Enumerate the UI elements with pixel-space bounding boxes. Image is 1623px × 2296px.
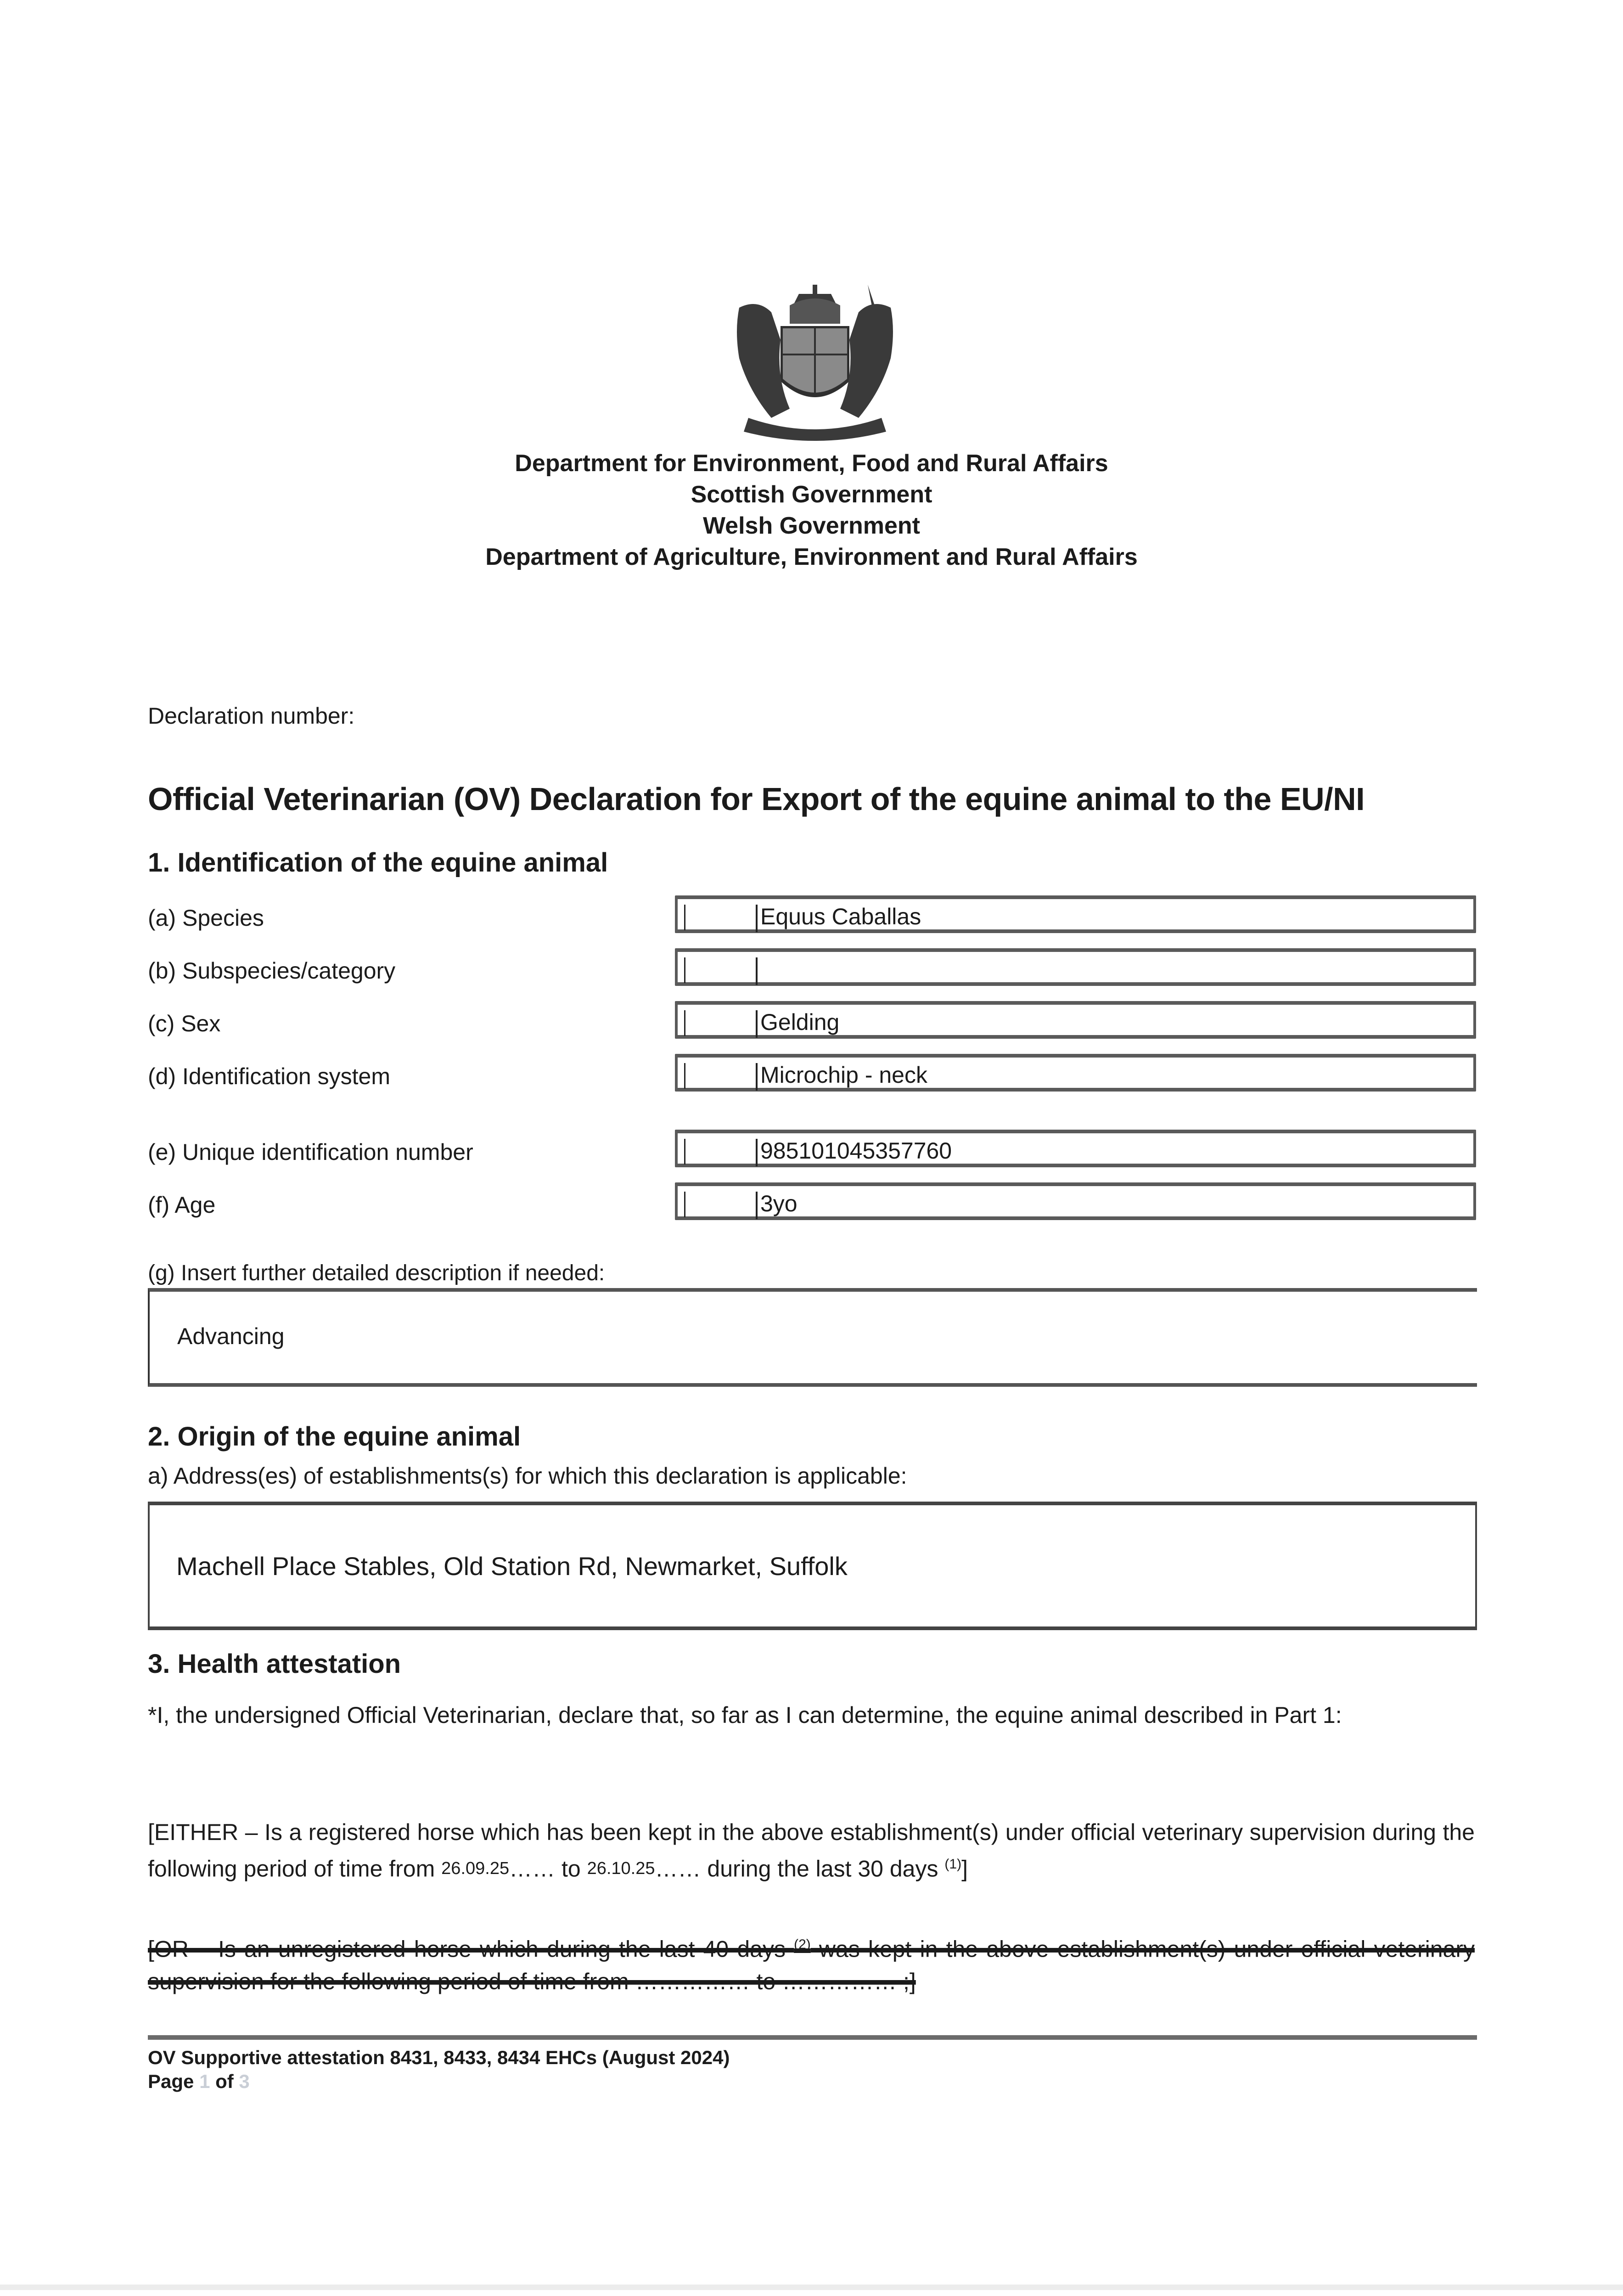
species-value: Equus Caballas <box>760 904 921 929</box>
page-current: 1 <box>199 2071 210 2092</box>
section-3-heading: 3. Health attestation <box>148 1649 401 1679</box>
species-label: (a) Species <box>148 905 264 931</box>
description-value: Advancing <box>177 1323 285 1349</box>
identification-system-value: Microchip - neck <box>760 1062 927 1088</box>
unique-id-field[interactable] <box>675 1130 1476 1167</box>
address-field[interactable] <box>148 1502 1477 1630</box>
section-2-heading: 2. Origin of the equine animal <box>148 1422 521 1452</box>
either-text: [EITHER – Is a registered horse which has been kept in the above establishment(s) under official veterinary supervision during the following period of time from <box>148 1819 1475 1882</box>
field-marker <box>756 905 758 932</box>
unique-id-value: 985101045357760 <box>760 1138 952 1164</box>
identification-system-field[interactable] <box>675 1054 1476 1092</box>
page-of: of <box>215 2071 234 2092</box>
section-1-heading: 1. Identification of the equine animal <box>148 848 608 878</box>
royal-coat-of-arms-icon <box>721 280 909 445</box>
age-field[interactable] <box>675 1182 1476 1220</box>
or-text: [OR – Is an unregistered horse which during the last 40 days <box>148 1936 794 1962</box>
sex-value: Gelding <box>760 1009 840 1035</box>
or-clause-struck <box>148 1929 1475 1998</box>
description-label: (g) Insert further detailed description if needed: <box>148 1261 605 1285</box>
field-marker <box>756 1063 758 1091</box>
org-defra: Department for Environment, Food and Rural Affairs <box>515 450 1108 477</box>
footer-reference: OV Supportive attestation 8431, 8433, 8434 EHCs (August 2024) <box>148 2047 730 2068</box>
field-marker <box>756 1139 758 1166</box>
unique-id-label: (e) Unique identification number <box>148 1139 473 1165</box>
either-text: during the last 30 days <box>701 1856 945 1882</box>
address-value: Machell Place Stables, Old Station Rd, Newmarket, Suffolk <box>176 1552 848 1581</box>
address-label: a) Address(es) of establishments(s) for which this declaration is applicable: <box>148 1463 907 1489</box>
or-text: was kept in the above establishment(s) under official veterinary supervision for the following period of time from …………… to …………… ;] <box>148 1936 1475 1994</box>
page-label: Page <box>148 2071 194 2092</box>
page-title: Official Veterinarian (OV) Declaration for Export of the equine animal to the EU/NI <box>148 781 1365 817</box>
field-marker <box>684 1063 685 1089</box>
footer-divider <box>148 2035 1477 2040</box>
health-attestation-intro: *I, the undersigned Official Veterinarian, declare that, so far as I can determine, the equine animal described in Part 1: <box>148 1702 1342 1728</box>
org-daera: Department of Agriculture, Environment and Rural Affairs <box>485 544 1138 570</box>
field-marker <box>756 957 758 985</box>
sex-field[interactable] <box>675 1001 1476 1039</box>
bracket: ] <box>961 1856 968 1882</box>
sex-label: (c) Sex <box>148 1011 221 1036</box>
org-welsh-government: Welsh Government <box>703 512 920 539</box>
dots: …… <box>509 1856 556 1882</box>
subspecies-label: (b) Subspecies/category <box>148 958 396 984</box>
description-field[interactable] <box>148 1288 1477 1387</box>
field-marker <box>756 1010 758 1038</box>
field-marker <box>684 957 685 983</box>
from-date[interactable]: 26.09.25 <box>441 1858 510 1878</box>
footnote-ref-2: (2) <box>794 1937 811 1952</box>
either-clause <box>148 1816 1475 1887</box>
footnote-ref-1: (1) <box>944 1857 962 1872</box>
org-scottish-government: Scottish Government <box>691 481 932 508</box>
either-text: to <box>555 1856 587 1882</box>
species-field[interactable] <box>675 895 1476 933</box>
scan-edge <box>0 2285 1623 2290</box>
footer <box>148 2046 730 2093</box>
field-marker <box>756 1192 758 1219</box>
field-marker <box>684 1010 685 1036</box>
identification-system-label: (d) Identification system <box>148 1064 390 1089</box>
age-value: 3yo <box>760 1191 797 1216</box>
subspecies-field[interactable] <box>675 948 1476 986</box>
field-marker <box>684 1139 685 1165</box>
to-date[interactable]: 26.10.25 <box>587 1858 655 1878</box>
page-total: 3 <box>239 2071 250 2092</box>
age-label: (f) Age <box>148 1192 216 1218</box>
declaration-number-label: Declaration number: <box>148 703 355 729</box>
page-indicator <box>148 2070 730 2093</box>
dots: …… <box>655 1856 701 1882</box>
field-marker <box>684 905 685 930</box>
field-marker <box>684 1192 685 1217</box>
